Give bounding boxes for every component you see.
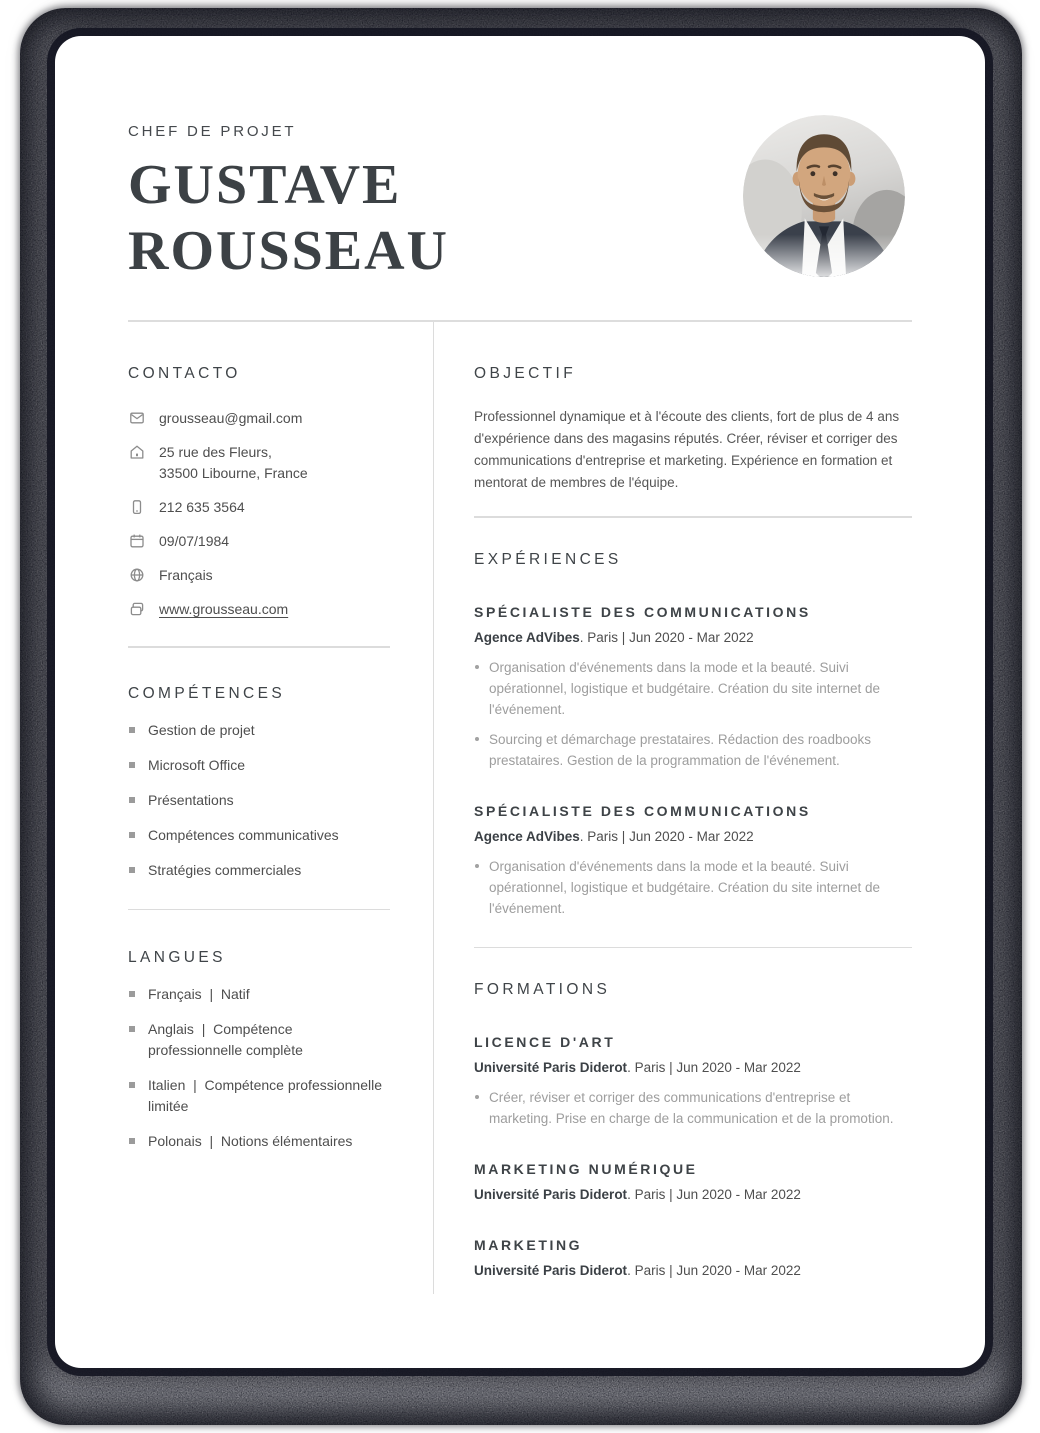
formation-subtitle	[474, 1057, 912, 1078]
divider	[128, 646, 390, 648]
formation-title: MARKETING NUMÉRIQUE	[474, 1161, 698, 1177]
formation-subtitle	[474, 1260, 912, 1281]
contact-address-line2: 33500 Libourne, France	[159, 465, 308, 481]
language-item: Polonais | Notions élémentaires	[128, 1131, 390, 1152]
formation-subtitle	[474, 1184, 912, 1205]
divider	[474, 947, 912, 949]
formation-org: Université Paris Diderot	[474, 1060, 628, 1075]
skill-item: Présentations	[128, 790, 390, 811]
experience-meta: . Paris | Jun 2020 - Mar 2022	[579, 629, 754, 645]
experience-title: SPÉCIALISTE DES COMMUNICATIONS	[474, 802, 811, 819]
formations-heading: FORMATIONS	[474, 981, 611, 998]
contact-phone-row	[128, 497, 390, 518]
bullet-item: Créer, réviser et corriger des communications d'entreprise et marketing. Prise en charge de la communication et de la promotion.	[474, 1087, 912, 1129]
contact-birthdate-row	[128, 531, 390, 552]
experiences-heading: EXPÉRIENCES	[474, 550, 622, 568]
langues-list	[128, 984, 390, 1152]
contact-address	[159, 442, 308, 484]
language-item: Italien | Compétence professionnelle limitée	[128, 1075, 390, 1117]
globe-icon	[128, 566, 146, 584]
formation-entry	[474, 1235, 912, 1281]
objectif-text: Professionnel dynamique et à l'écoute des clients, fort de plus de 4 ans d'expérience dans des magasins réputés. Créer, réviser et corriger des communications d'entreprise et marketing. Expérience en formation et mentorat de membres de l'équipe.	[474, 409, 900, 490]
experience-bullets	[474, 856, 912, 919]
name-line-2: ROUSSEAU	[128, 220, 449, 282]
language-item: Anglais | Compétence professionnelle complète	[128, 1019, 390, 1061]
experience-org: Agence AdVibes	[474, 828, 580, 844]
skill-item: Gestion de projet	[128, 720, 390, 741]
competences-heading: COMPÉTENCES	[128, 684, 286, 702]
contact-email-row	[128, 408, 390, 429]
main-column	[434, 322, 912, 1294]
contact-birthdate: 09/07/1984	[159, 533, 230, 549]
divider	[128, 909, 390, 911]
website-icon	[128, 600, 146, 618]
email-icon	[128, 409, 146, 427]
person-name	[128, 152, 912, 284]
contact-language-row	[128, 565, 390, 586]
language-item: Français | Natif	[128, 984, 390, 1005]
job-role: CHEF DE PROJET	[128, 123, 297, 140]
formation-title: LICENCE D'ART	[474, 1034, 616, 1050]
experience-subtitle	[474, 826, 912, 847]
bullet-item: Sourcing et démarchage prestataires. Rédaction des roadbooks prestataires. Gestion de la programmation de l'événement.	[474, 729, 912, 771]
formation-meta: . Paris | Jun 2020 - Mar 2022	[627, 1060, 801, 1075]
phone-icon	[128, 498, 146, 516]
objectif-heading: OBJECTIF	[474, 365, 577, 382]
contact-address-row	[128, 442, 390, 484]
formation-meta: . Paris | Jun 2020 - Mar 2022	[627, 1187, 801, 1202]
experience-title: SPÉCIALISTE DES COMMUNICATIONS	[474, 603, 811, 620]
page-content	[55, 36, 985, 1368]
formation-entry	[474, 1032, 912, 1129]
skill-item: Compétences communicatives	[128, 825, 390, 846]
contact-heading: CONTACTO	[128, 365, 241, 382]
bullet-item: Organisation d'événements dans la mode et la beauté. Suivi opérationnel, logistique et budgétaire. Création du site internet de l'événement.	[474, 856, 912, 919]
columns	[128, 322, 912, 1294]
contact-address-line1: 25 rue des Fleurs,	[159, 444, 272, 460]
formation-title: MARKETING	[474, 1237, 583, 1253]
skill-item: Microsoft Office	[128, 755, 390, 776]
experience-entry	[474, 602, 912, 771]
contact-list	[128, 408, 390, 620]
contact-email: grousseau@gmail.com	[159, 410, 303, 426]
bullet-item: Organisation d'événements dans la mode et la beauté. Suivi opérationnel, logistique et budgétaire. Création du site internet de l'événement.	[474, 657, 912, 720]
sidebar-column	[128, 322, 434, 1294]
formation-bullets	[474, 1087, 912, 1129]
langues-heading: LANGUES	[128, 949, 226, 966]
calendar-icon	[128, 532, 146, 550]
contact-phone: 212 635 3564	[159, 499, 245, 515]
resume-page	[55, 36, 985, 1368]
experience-subtitle	[474, 627, 912, 648]
contact-language: Français	[159, 567, 213, 583]
formation-entry	[474, 1159, 912, 1205]
experience-org: Agence AdVibes	[474, 629, 580, 645]
name-line-1: GUSTAVE	[128, 154, 402, 216]
formation-org: Université Paris Diderot	[474, 1263, 628, 1278]
contact-website-row	[128, 599, 390, 620]
home-icon	[128, 443, 146, 461]
experience-meta: . Paris | Jun 2020 - Mar 2022	[579, 828, 754, 844]
formation-meta: . Paris | Jun 2020 - Mar 2022	[627, 1263, 801, 1278]
formation-org: Université Paris Diderot	[474, 1187, 628, 1202]
skill-item: Stratégies commerciales	[128, 860, 390, 881]
divider	[474, 516, 912, 518]
experience-bullets	[474, 657, 912, 771]
experience-entry	[474, 801, 912, 919]
website-link[interactable]: www.grousseau.com	[159, 601, 289, 617]
competences-list	[128, 720, 390, 881]
